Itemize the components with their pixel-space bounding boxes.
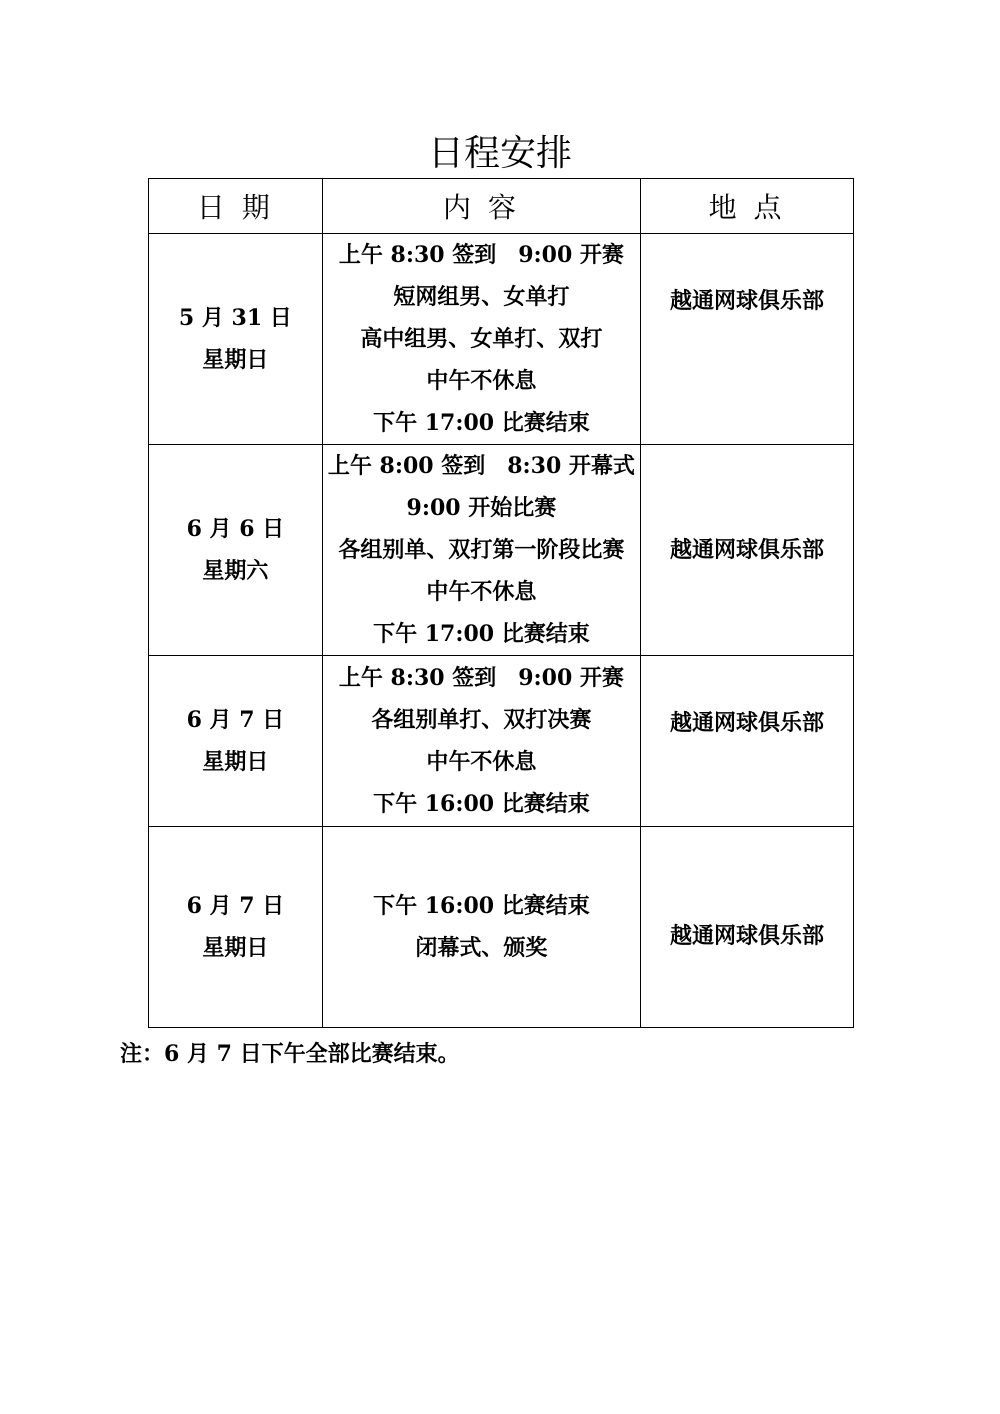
date-cell xyxy=(149,656,323,827)
venue-text: 越通网球俱乐部 xyxy=(670,710,825,736)
content-cell xyxy=(322,445,640,656)
date-text: 6 月 7 日 xyxy=(186,893,285,919)
weekday-text: 星期日 xyxy=(202,935,269,961)
content-cell xyxy=(322,827,640,1028)
date-cell xyxy=(149,445,323,656)
table-header-row xyxy=(149,179,854,234)
content-cell xyxy=(322,656,640,827)
content-line: 下午 17:00 比赛结束 xyxy=(373,410,590,436)
weekday-text: 星期六 xyxy=(202,558,269,584)
footnote: 注：6 月 7 日下午全部比赛结束。 xyxy=(120,1041,460,1067)
venue-text: 越通网球俱乐部 xyxy=(670,288,825,314)
header-content: 内 容 xyxy=(322,179,640,234)
schedule-table xyxy=(148,178,854,1028)
content-line: 闭幕式、颁奖 xyxy=(415,935,548,961)
date-cell xyxy=(149,827,323,1028)
header-date: 日 期 xyxy=(149,179,323,234)
venue-text: 越通网球俱乐部 xyxy=(670,537,825,563)
table-row xyxy=(149,656,854,827)
table-row xyxy=(149,827,854,1028)
date-text: 5 月 31 日 xyxy=(178,305,292,331)
content-line: 短网组男、女单打 xyxy=(393,284,570,310)
header-venue: 地 点 xyxy=(641,179,854,234)
venue-cell xyxy=(641,656,854,827)
date-text: 6 月 7 日 xyxy=(186,707,285,733)
table-row xyxy=(149,234,854,445)
venue-text: 越通网球俱乐部 xyxy=(670,923,825,949)
table-row xyxy=(149,445,854,656)
content-line: 下午 17:00 比赛结束 xyxy=(373,621,590,647)
content-line: 中午不休息 xyxy=(426,749,537,775)
content-line: 9:00 开始比赛 xyxy=(406,495,557,521)
content-line: 各组别单打、双打决赛 xyxy=(371,707,592,733)
content-line: 中午不休息 xyxy=(426,579,537,605)
content-line: 高中组男、女单打、双打 xyxy=(360,326,603,352)
weekday-text: 星期日 xyxy=(202,749,269,775)
venue-cell xyxy=(641,445,854,656)
content-line: 上午 8:30 签到 9:00 开赛 xyxy=(338,242,624,268)
date-text: 6 月 6 日 xyxy=(186,516,285,542)
weekday-text: 星期日 xyxy=(202,347,269,373)
content-line: 上午 8:00 签到 8:30 开幕式 xyxy=(327,453,635,479)
venue-cell xyxy=(641,827,854,1028)
content-line: 下午 16:00 比赛结束 xyxy=(373,893,590,919)
content-line: 下午 16:00 比赛结束 xyxy=(373,791,590,817)
page-title: 日程安排 xyxy=(427,133,572,174)
content-line: 上午 8:30 签到 9:00 开赛 xyxy=(338,665,624,691)
date-cell xyxy=(149,234,323,445)
content-line: 中午不休息 xyxy=(426,368,537,394)
content-line: 各组别单、双打第一阶段比赛 xyxy=(338,537,625,563)
content-cell xyxy=(322,234,640,445)
venue-cell xyxy=(641,234,854,445)
